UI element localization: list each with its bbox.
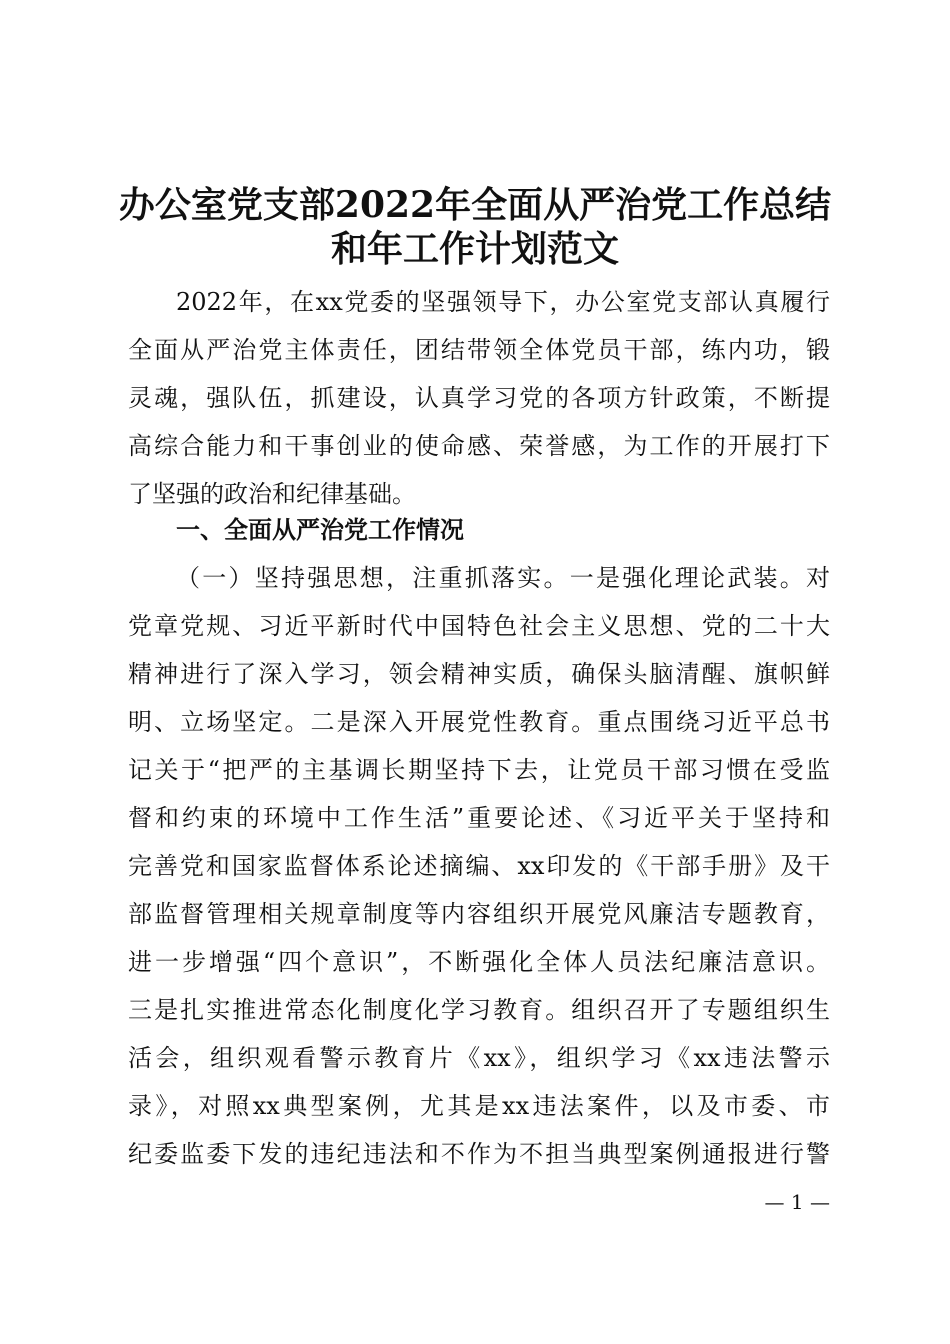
paragraph-line: （一）坚持强思想，注重抓落实。一是强化理论武装。对 xyxy=(176,564,830,592)
document-title-line-1: 办公室党支部2022年全面从严治党工作总结 xyxy=(118,184,832,226)
paragraph-line: 部监督管理相关规章制度等内容组织开展党风廉洁专题教育， xyxy=(128,900,830,928)
paragraph-line: 督和约束的环境中工作生活”重要论述、《习近平关于坚持和 xyxy=(128,804,830,832)
paragraph-line: 进一步增强“四个意识”，不断强化全体人员法纪廉洁意识。 xyxy=(128,948,830,976)
paragraph-line: 记关于“把严的主基调长期坚持下去，让党员干部习惯在受监 xyxy=(128,756,830,784)
paragraph-line: 明、立场坚定。二是深入开展党性教育。重点围绕习近平总书 xyxy=(128,708,830,736)
section-heading: 一、全面从严治党工作情况 xyxy=(176,516,464,544)
paragraph-line: 录》，对照xx典型案例，尤其是xx违法案件，以及市委、市 xyxy=(128,1092,830,1120)
section-1 xyxy=(128,506,830,554)
paragraph-line: 高综合能力和干事创业的使命感、荣誉感，为工作的开展打下 xyxy=(128,432,830,460)
paragraph-line: 全面从严治党主体责任，团结带领全体党员干部，练内功，锻 xyxy=(128,336,830,364)
paragraph-line: 活会，组织观看警示教育片《xx》，组织学习《xx违法警示 xyxy=(128,1044,830,1072)
paragraph-line: 纪委监委下发的违纪违法和不作为不担当典型案例通报进行警 xyxy=(128,1140,830,1168)
section-1-paragraph xyxy=(128,554,830,1178)
paragraph-line: 完善党和国家监督体系论述摘编、xx印发的《干部手册》及干 xyxy=(128,852,830,880)
paragraph-line: 精神进行了深入学习，领会精神实质，确保头脑清醒、旗帜鲜 xyxy=(128,660,830,688)
paragraph-line: 灵魂，强队伍，抓建设，认真学习党的各项方针政策，不断提 xyxy=(128,384,830,412)
paragraph-line: 了坚强的政治和纪律基础。 xyxy=(128,480,416,508)
page-number: — 1 — xyxy=(764,1190,830,1214)
document-title-line-2: 和年工作计划范文 xyxy=(330,228,619,270)
paragraph-line: 三是扎实推进常态化制度化学习教育。组织召开了专题组织生 xyxy=(128,996,830,1024)
paragraph-line: 党章党规、习近平新时代中国特色社会主义思想、党的二十大 xyxy=(128,612,830,640)
paragraph-line: 2022年，在xx党委的坚强领导下，办公室党支部认真履行 xyxy=(176,288,830,316)
intro-paragraph xyxy=(128,278,830,518)
